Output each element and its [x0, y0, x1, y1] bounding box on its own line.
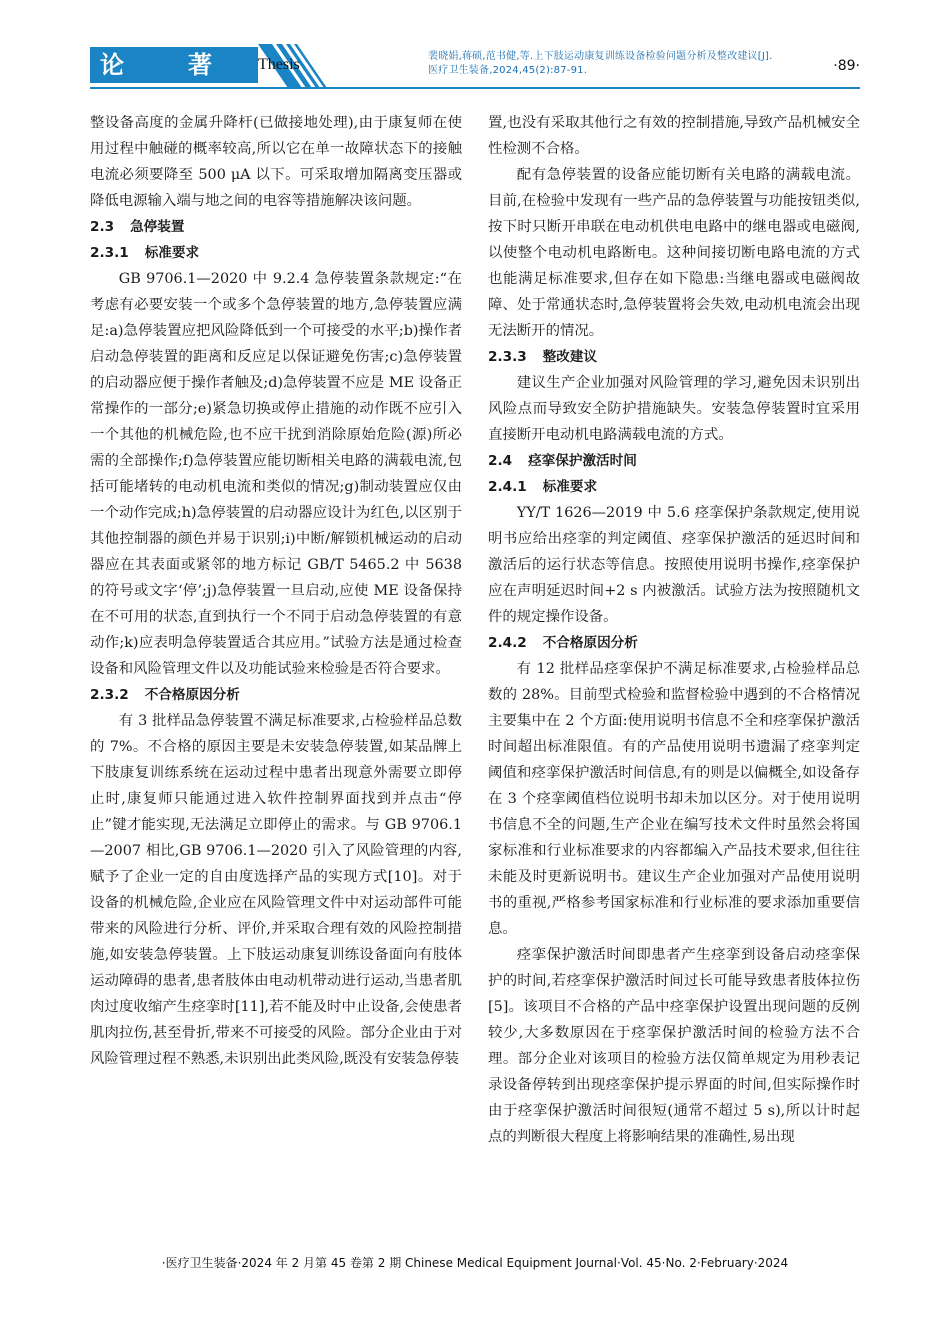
- paragraph: 整设备高度的金属升降杆(已做接地处理),由于康复师在使用过程中触碰的概率较高,所以它在单一故障状态下的接触电流必须要降至 500 μA 以下。可采取增加隔离变压器或降低电源输入端与地之间的电容等措施解决该问题。: [90, 115, 462, 209]
- paragraph: 建议生产企业加强对风险管理的学习,避免因未识别出风险点而导致安全防护措施缺失。安装急停装置时宜采用直接断开电动机电路满载电流的方式。: [488, 375, 860, 443]
- section-tag-char-2: 著: [188, 51, 212, 79]
- section-heading-2-4: 2.4 痉挛保护激活时间: [488, 453, 637, 469]
- section-heading-2-3-3: 2.3.3 整改建议: [488, 349, 598, 365]
- header-rule: [90, 87, 860, 89]
- section-label-en: Thesis: [258, 56, 300, 73]
- citation: [428, 50, 772, 78]
- section-heading-2-3: 2.3 急停装置: [90, 219, 185, 235]
- paragraph: 有 3 批样品急停装置不满足标准要求,占检验样品总数的 7%。不合格的原因主要是未安装急停装置,如某品牌上下肢康复训练系统在运动过程中患者出现意外需要立即停止时,康复师只能通过进入软件控制界面找到并点击“停止”键才能实现,无法满足立即停止的需求。与 GB 9706.1—2007 相比,GB 9706.1—2020 引入了风险管理的内容,赋予了企业一定的自由度选择产品的实现方式[10]。对于设备的机械危险,企业应在风险管理文件中对运动部件可能带来的风险进行分析、评价,并采取合理有效的风险控制措施,如安装急停装置。上下肢运动康复训练设备面向有肢体运动障碍的患者,患者肢体由电动机带动进行运动,当患者肌肉过度收缩产生痉挛时[11],若不能及时中止设备,会使患者肌肉拉伤,甚至骨折,带来不可接受的风险。部分企业由于对风险管理过程不熟悉,未识别出此类风险,既没有安装急停装: [90, 713, 462, 1067]
- section-heading-2-4-1: 2.4.1 标准要求: [488, 479, 598, 495]
- citation-line-1: 裴晓娟,蒋硕,范书健,等.上下肢运动康复训练设备检验问题分析及整改建议[J].: [428, 51, 773, 62]
- right-column: [488, 110, 860, 1150]
- paragraph: 痉挛保护激活时间即患者产生痉挛到设备启动痉挛保护的时间,若痉挛保护激活时间过长可能导致患者肢体拉伤[5]。该项目不合格的产品中痉挛保护设置出现问题的反例较少,大多数原因在于痉挛保护激活时间的检验方法不合理。部分企业对该项目的检验方法仅简单规定为用秒表记录设备停转到出现痉挛保护提示界面的时间,但实际操作时由于痉挛保护激活时间很短(通常不超过 5 s),所以计时起点的判断很大程度上将影响结果的准确性,易出现: [488, 947, 860, 1145]
- section-heading-2-3-2: 2.3.2 不合格原因分析: [90, 687, 240, 703]
- page-header: [90, 44, 860, 90]
- paragraph: GB 9706.1—2020 中 9.2.4 急停装置条款规定:“在考虑有必要安装一个或多个急停装置的地方,急停装置应满足:a)急停装置应把风险降低到一个可接受的水平;b)操作者启动急停装置的距离和反应足以保证避免伤害;c)急停装置的启动器应便于操作者触及;d)急停装置不应是 ME 设备正常操作的一部分;e)紧急切换或停止措施的动作既不应引入一个其他的机械危险,也不应干扰到消除原始危险(源)所必需的全部操作;f)急停装置应能切断相关电路的满载电流,包括可能堵转的电动机电流和类似的情况;g)制动装置应仅由一个动作完成;h)急停装置的启动器应设计为红色,以区别于其他控制器的颜色并易于识别;i)中断/解锁机械运动的启动器应在其表面或紧邻的地方标记 GB/T 5465.2 中 5638 的符号或文字‘停’;j)急停装置一旦启动,应使 ME 设备保持在不可用的状态,直到执行一个不同于启动急停装置的有意动作;k)应表明急停装置适合其应用。”试验方法是通过检查设备和风险管理文件以及功能试验来检验是否符合要求。: [90, 271, 462, 677]
- page-number: ·89·: [833, 58, 860, 74]
- section-heading-2-4-2: 2.4.2 不合格原因分析: [488, 635, 638, 651]
- paragraph: 有 12 批样品痉挛保护不满足标准要求,占检验样品总数的 28%。目前型式检验和监督检验中遇到的不合格情况主要集中在 2 个方面:使用说明书信息不全和痉挛保护激活时间超出标准限值。有的产品使用说明书遗漏了痉挛判定阈值和痉挛保护激活时间信息,有的则是以偏概全,如设备存在 3 个痉挛阈值档位说明书却未加以区分。对于使用说明书信息不全的问题,生产企业在编写技术文件时虽然会将国家标准和行业标准要求的内容都编入产品技术要求,但往往未能及时更新说明书。建议生产企业加强对产品使用说明书的重视,严格参考国家标准和行业标准的要求添加重要信息。: [488, 661, 860, 937]
- section-tag-char-1: 论: [100, 51, 124, 79]
- section-heading-2-3-1: 2.3.1 标准要求: [90, 245, 200, 261]
- paragraph: YY/T 1626—2019 中 5.6 痉挛保护条款规定,使用说明书应给出痉挛的判定阈值、痉挛保护激活的延迟时间和激活后的运行状态等信息。按照使用说明书操作,痉挛保护应在声明延迟时间+2 s 内被激活。试验方法为按照随机文件的规定操作设备。: [488, 505, 860, 625]
- page-footer: ·医疗卫生装备·2024 年 2 月第 45 卷第 2 期 Chinese Medical Equipment Journal·Vol. 45·No. 2·February·2024: [161, 1256, 789, 1270]
- left-column: [90, 110, 462, 1072]
- citation-line-2: 医疗卫生装备,2024,45(2):87-91.: [428, 65, 588, 76]
- paragraph: 置,也没有采取其他行之有效的控制措施,导致产品机械安全性检测不合格。: [488, 115, 860, 157]
- paragraph: 配有急停装置的设备应能切断有关电路的满载电流。目前,在检验中发现有一些产品的急停装置与功能按钮类似,按下时只断开串联在电动机供电电路中的继电器或电磁阀,以使整个电动机电路断电。这种间接切断电路电流的方式也能满足标准要求,但存在如下隐患:当继电器或电磁阀故障、处于常通状态时,急停装置将会失效,电动机电流会出现无法断开的情况。: [488, 167, 860, 339]
